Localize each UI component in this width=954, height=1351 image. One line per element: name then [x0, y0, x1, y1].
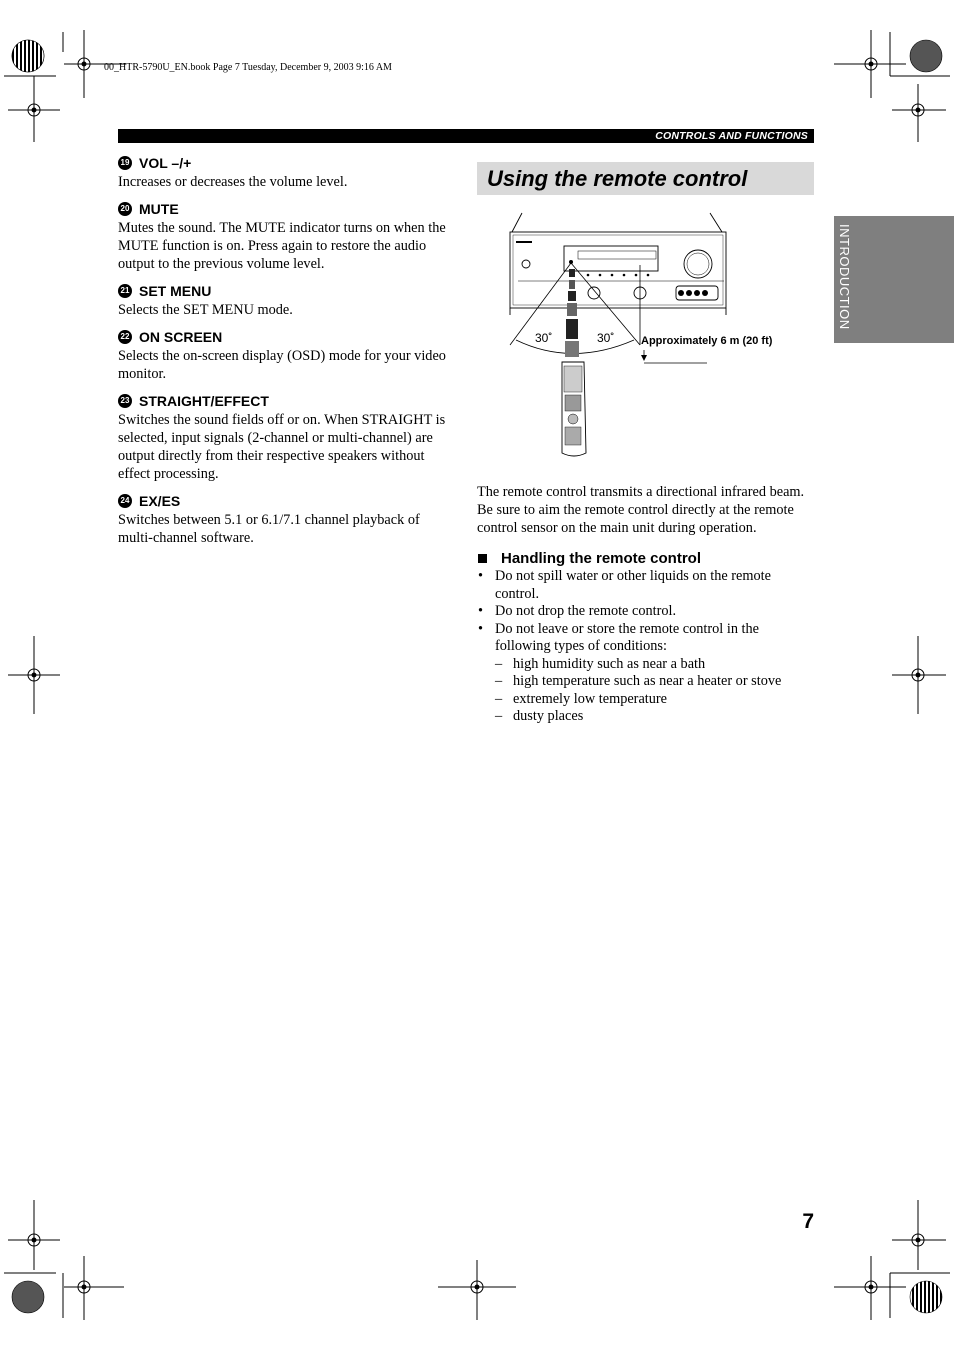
list-item: • Do not drop the remote control.: [478, 603, 677, 619]
list-item: • Do not spill water or other liquids on the remote control.: [478, 568, 771, 602]
section-title-box: [477, 162, 814, 195]
item-title: SET MENU: [139, 283, 212, 299]
section-header-label: CONTROLS AND FUNCTIONS: [655, 130, 808, 142]
item-description: Switches the sound fields off or on. When STRAIGHT is selected, input signals (2-channel or multi-channel) are output directly from their respective speakers without effect processing.: [118, 412, 446, 482]
item-title: VOL –/+: [139, 155, 192, 171]
subheading-text: Handling the remote control: [501, 550, 702, 567]
control-item: [118, 200, 454, 273]
item-description: Mutes the sound. The MUTE indicator turns on when the MUTE function is on. Press again to restore the audio output to the previous volume level.: [118, 220, 446, 272]
controls-list: [118, 154, 454, 556]
side-tab: [834, 216, 954, 343]
receiver-buttons: [516, 241, 708, 296]
beam-angle-lines: [510, 263, 707, 363]
control-item: [118, 282, 454, 319]
list-item: – dusty places: [495, 708, 584, 724]
item-number-badge: 20: [118, 202, 132, 216]
control-item: [118, 328, 454, 383]
book-file-line: 00_HTR-5790U_EN.book Page 7 Tuesday, December 9, 2003 9:16 AM: [104, 62, 392, 73]
distance-label: Approximately 6 m (20 ft): [641, 335, 773, 347]
control-item: [118, 492, 454, 547]
item-number-badge: 19: [118, 156, 132, 170]
item-title: STRAIGHT/EFFECT: [139, 393, 269, 409]
square-bullet-icon: [478, 554, 487, 563]
item-description: Selects the on-screen display (OSD) mode for your video monitor.: [118, 348, 446, 382]
subheading: [477, 549, 813, 568]
angle-label-left: 30˚: [535, 331, 553, 345]
item-title: EX/ES: [139, 493, 181, 509]
side-tab-label: INTRODUCTION: [837, 224, 852, 330]
item-description: Switches between 5.1 or 6.1/7.1 channel playback of multi-channel software.: [118, 512, 420, 546]
list-item: – high humidity such as near a bath: [495, 655, 706, 672]
condition-list: [495, 656, 813, 726]
section-title: Using the remote control: [487, 166, 748, 191]
item-number-badge: 21: [118, 284, 132, 298]
infrared-beam: [565, 269, 579, 357]
page-number: 7: [802, 1210, 814, 1233]
remote-control-illustration: [562, 362, 586, 456]
item-description: Increases or decreases the volume level.: [118, 174, 348, 190]
intro-paragraph: The remote control transmits a directional infrared beam. Be sure to aim the remote control directly at the remote control sensor on the main unit during operation.: [477, 484, 805, 536]
item-number-badge: 24: [118, 494, 132, 508]
remote-usage-text: [477, 483, 813, 726]
list-item: – high temperature such as near a heater or stove: [495, 673, 782, 689]
item-title: MUTE: [139, 201, 179, 217]
item-title: ON SCREEN: [139, 329, 223, 345]
control-item: [118, 392, 454, 483]
list-item: • Do not leave or store the remote control in the following types of conditions: – high humidity such as near a bath – high temperature such as near a heater or stove – extremely low temperature – dusty places: [477, 621, 813, 726]
receiver-illustration: [510, 213, 726, 315]
angle-label-right: 30˚: [597, 331, 615, 345]
section-header-bar: [118, 129, 814, 143]
handling-bullets: [477, 568, 813, 726]
remote-range-diagram: [500, 205, 820, 465]
list-item: – extremely low temperature: [495, 690, 668, 707]
control-item: [118, 154, 454, 191]
item-number-badge: 22: [118, 330, 132, 344]
item-description: Selects the SET MENU mode.: [118, 302, 293, 318]
item-number-badge: 23: [118, 394, 132, 408]
